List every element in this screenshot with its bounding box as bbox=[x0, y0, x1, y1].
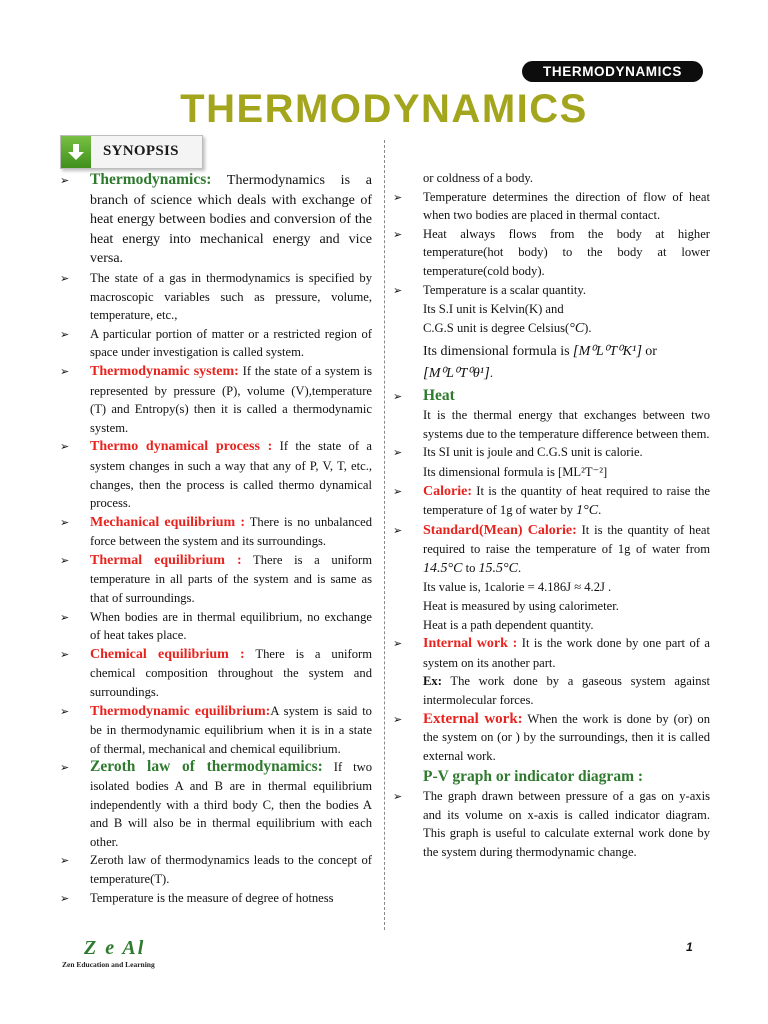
period: . bbox=[598, 503, 602, 518]
list-item bbox=[393, 521, 710, 579]
bullet-arrow-icon: ➢ bbox=[393, 191, 403, 204]
temp-from: 14.5°C bbox=[423, 560, 463, 576]
continued-text: or coldness of a body. bbox=[423, 171, 534, 185]
column-divider bbox=[384, 140, 385, 930]
bullet-arrow-icon: ➢ bbox=[393, 713, 403, 726]
heat-path: Heat is a path dependent quantity. bbox=[423, 617, 594, 632]
logo-text: Z e Al bbox=[84, 937, 146, 959]
bullet-arrow-icon: ➢ bbox=[393, 284, 403, 297]
item-text: There is a uniform temperature in all parts of the system and is same as that of surroundings. bbox=[90, 552, 372, 606]
bullet-arrow-icon: ➢ bbox=[393, 447, 403, 460]
bullet-arrow-icon: ➢ bbox=[393, 228, 403, 241]
list-item bbox=[393, 482, 710, 521]
term-standard-calorie: Standard(Mean) Calorie: bbox=[423, 522, 577, 538]
item-text: Zeroth law of thermodynamics leads to the concept of temperature(T). bbox=[90, 853, 372, 886]
bullet-arrow-icon: ➢ bbox=[60, 175, 70, 187]
item-text: The state of a gas in thermodynamics is specified by macroscopic variables such as pressure, volume, temperature, etc., bbox=[90, 270, 372, 323]
list-item bbox=[393, 710, 710, 766]
term-calorie: Calorie: bbox=[423, 483, 472, 499]
bullet-arrow-icon: ➢ bbox=[60, 705, 70, 718]
list-item bbox=[393, 787, 710, 861]
item-text: Temperature determines the direction of flow of heat when two bodies are placed in thermal contact. bbox=[423, 189, 710, 223]
list-item bbox=[60, 645, 372, 702]
celsius-symbol: °C bbox=[569, 320, 585, 336]
item-text: When the work is done by (or) on the system on (or ) by the surroundings, then it is called external work. bbox=[423, 711, 710, 763]
logo-subtitle: Zen Education and Learning bbox=[62, 960, 155, 969]
right-column bbox=[393, 169, 710, 861]
dimension-line-2: [M⁰L⁰T⁰θ¹]. bbox=[423, 364, 493, 381]
list-item bbox=[60, 702, 372, 759]
item-text: When bodies are in thermal equilibrium, no exchange of heat takes place. bbox=[90, 609, 372, 643]
heat-heading: Heat bbox=[423, 386, 455, 404]
bullet-arrow-icon: ➢ bbox=[60, 516, 70, 529]
synopsis-label: SYNOPSIS bbox=[103, 143, 179, 159]
example-line bbox=[393, 672, 710, 709]
or-word: or bbox=[645, 344, 657, 360]
temp-to: 15.5°C bbox=[478, 560, 518, 576]
bullet-arrow-icon: ➢ bbox=[60, 855, 70, 868]
one-degree-celsius: 1°C bbox=[576, 503, 599, 519]
list-item bbox=[60, 551, 372, 608]
term-thermal-equilibrium: Thermal equilibrium : bbox=[90, 552, 242, 568]
item-text: The graph drawn between pressure of a gas on y-axis and its volume on x-axis is called indicator diagram. This graph is useful to calculate external work done by the system during thermodynamic change. bbox=[423, 789, 710, 859]
left-column bbox=[60, 171, 372, 908]
list-item bbox=[60, 437, 372, 512]
item-text: Heat always flows from the body at higher temperature(hot body) to the body at lower temperature(cold body). bbox=[423, 226, 710, 278]
cgs-text: C.G.S unit is degree Celsius( bbox=[423, 320, 570, 335]
bullet-arrow-icon: ➢ bbox=[60, 762, 70, 775]
item-text: If the state of a system is represented by pressure (P), volume (V),temperature (T) and Entropy(s) then it is called a thermodynamic system. bbox=[90, 363, 372, 435]
dimension-line: Its dimensional formula is [M⁰L⁰T⁰K¹] or bbox=[423, 343, 657, 360]
list-item bbox=[60, 269, 372, 325]
list-item bbox=[393, 443, 710, 463]
period: . bbox=[517, 560, 522, 575]
list-item bbox=[60, 362, 372, 437]
list-item bbox=[60, 889, 372, 909]
to-word: to bbox=[462, 560, 479, 575]
list-item bbox=[393, 188, 710, 225]
list-item bbox=[60, 171, 372, 269]
header-badge: THERMODYNAMICS bbox=[522, 61, 703, 82]
item-text: There is a uniform chemical composition throughout the system and surroundings. bbox=[90, 646, 372, 700]
item-text: Thermodynamics is a branch of science which deals with exchange of heat energy between bodies and conversion of the heat energy into mechanical energy and vice versa. bbox=[90, 173, 372, 267]
list-item bbox=[60, 851, 372, 888]
bullet-arrow-icon: ➢ bbox=[60, 892, 70, 905]
item-text: Its SI unit is joule and C.G.S unit is calorie. bbox=[423, 445, 643, 460]
bullet-arrow-icon: ➢ bbox=[60, 611, 70, 624]
term-chemical-equilibrium: Chemical equilibrium : bbox=[90, 646, 245, 662]
term-internal-work: Internal work : bbox=[423, 636, 518, 652]
term-zeroth-law: Zeroth law of thermodynamics: bbox=[90, 758, 323, 776]
list-item bbox=[393, 225, 710, 281]
heat-measured: Heat is measured by using calorimeter. bbox=[423, 599, 619, 614]
term-external-work: External work: bbox=[423, 710, 523, 727]
item-text: There is no unbalanced force between the system and its surroundings. bbox=[90, 514, 372, 549]
term-mechanical-equilibrium: Mechanical equilibrium : bbox=[90, 514, 246, 530]
bullet-arrow-icon: ➢ bbox=[60, 441, 70, 454]
heat-dimension: Its dimensional formula is [ML²T⁻²] bbox=[423, 464, 608, 479]
item-text: If the state of a system changes in such a way that any of P, V, T, etc., changes, then the process is called thermo dynamical process. bbox=[90, 439, 372, 511]
bullet-arrow-icon: ➢ bbox=[60, 648, 70, 661]
synopsis-header bbox=[60, 135, 203, 169]
list-item bbox=[60, 513, 372, 551]
item-text: It is the quantity of heat required to raise the temperature of 1g of water by bbox=[423, 483, 710, 518]
bullet-arrow-icon: ➢ bbox=[393, 638, 403, 651]
item-text: Temperature is the measure of degree of hotness bbox=[90, 890, 334, 905]
dimension-formula-2: M⁰L⁰T⁰θ¹ bbox=[428, 365, 484, 381]
item-text: It is the quantity of heat required to raise the temperature of 1g of water from bbox=[423, 522, 710, 557]
dimension-formula-1: M⁰L⁰T⁰K¹ bbox=[578, 344, 637, 360]
item-text: A system is said to be in thermodynamic equilibrium when it is in a state of thermal, mechanical and chemical equilibrium. bbox=[90, 703, 372, 756]
cgs-end: ). bbox=[584, 320, 592, 335]
item-text: It is the work done by one part of a system on its another part. bbox=[423, 636, 710, 670]
si-unit-line: Its S.I unit is Kelvin(K) and bbox=[423, 302, 564, 317]
item-text: If two isolated bodies A and B are in thermal equilibrium independently with a third body C, then the bodies A and B will also be in thermal equilibrium with each other. bbox=[90, 760, 373, 849]
item-text: A particular portion of matter or a restricted region of space under investigation is called system. bbox=[90, 326, 372, 360]
term-thermodynamics: Thermodynamics: bbox=[90, 171, 212, 188]
bullet-arrow-icon: ➢ bbox=[60, 554, 70, 567]
dimension-text: Its dimensional formula is bbox=[423, 344, 570, 360]
cgs-unit-line bbox=[393, 319, 710, 339]
example-text: The work done by a gaseous system against intermolecular forces. bbox=[423, 674, 710, 708]
page-title: THERMODYNAMICS bbox=[180, 87, 588, 131]
list-item bbox=[60, 758, 372, 851]
download-arrow-icon bbox=[61, 136, 91, 168]
list-item bbox=[393, 634, 710, 672]
term-thermo-dynamical-process: Thermo dynamical process : bbox=[90, 439, 273, 455]
page-number: 1 bbox=[686, 940, 693, 954]
term-thermodynamic-equilibrium: Thermodynamic equilibrium: bbox=[90, 703, 271, 719]
bullet-arrow-icon: ➢ bbox=[60, 365, 70, 378]
bullet-arrow-icon: ➢ bbox=[393, 390, 403, 403]
bullet-arrow-icon: ➢ bbox=[393, 485, 403, 498]
list-item bbox=[60, 325, 372, 362]
zeal-logo bbox=[62, 934, 177, 972]
bullet-arrow-icon: ➢ bbox=[393, 524, 403, 537]
list-item bbox=[393, 281, 710, 301]
example-label: Ex: bbox=[423, 674, 442, 689]
bullet-arrow-icon: ➢ bbox=[393, 791, 403, 803]
pv-graph-heading: P-V graph or indicator diagram : bbox=[423, 768, 644, 786]
item-text: Temperature is a scalar quantity. bbox=[423, 282, 586, 297]
list-item bbox=[60, 608, 372, 645]
heat-definition: It is the thermal energy that exchanges between two systems due to the temperature difference between them. bbox=[423, 408, 710, 441]
calorie-value: Its value is, 1calorie = 4.186J ≈ 4.2J . bbox=[423, 580, 612, 595]
bullet-arrow-icon: ➢ bbox=[60, 328, 70, 341]
list-item bbox=[393, 387, 710, 407]
term-thermodynamic-system: Thermodynamic system: bbox=[90, 363, 239, 379]
bullet-arrow-icon: ➢ bbox=[60, 272, 70, 285]
